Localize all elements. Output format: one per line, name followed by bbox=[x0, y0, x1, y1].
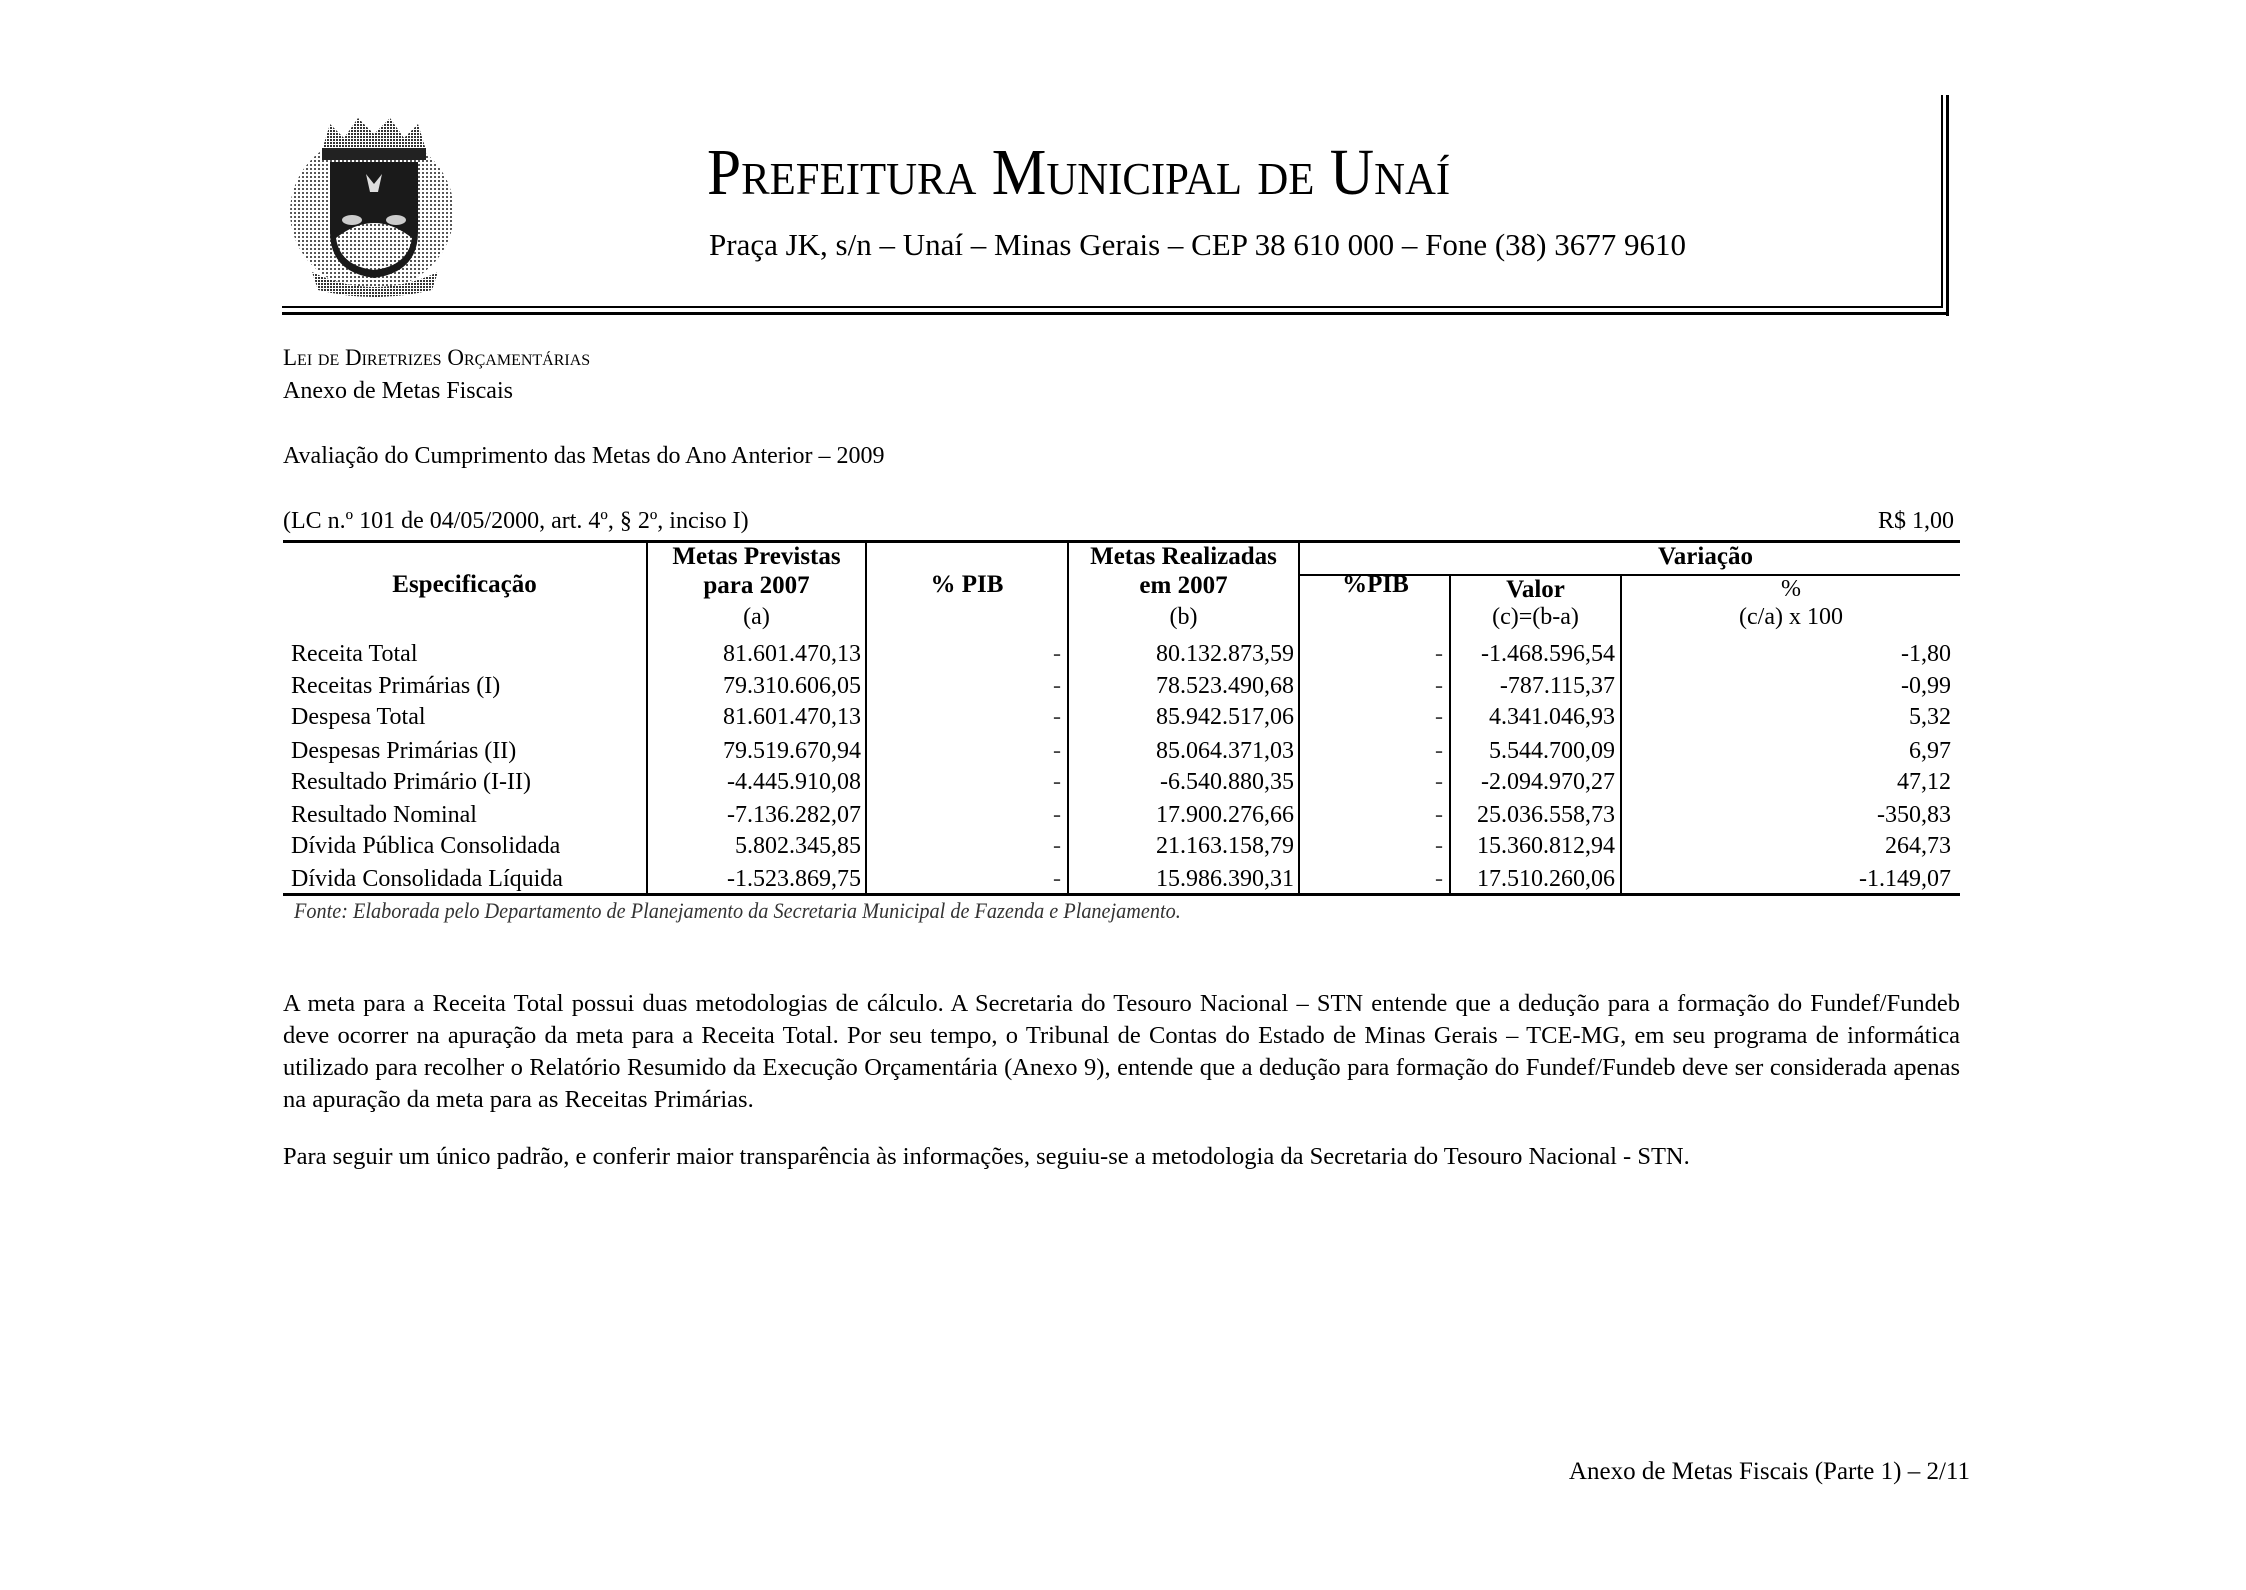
cell-forecast: -1.523.869,75 bbox=[727, 866, 861, 892]
header-value: Valor bbox=[1506, 576, 1565, 603]
header-forecast-line2: para 2007 bbox=[703, 572, 810, 599]
cell-specification: Despesas Primárias (II) bbox=[291, 738, 517, 764]
cell-forecast: -4.445.910,08 bbox=[727, 769, 861, 795]
cell-variation-percent: -350,83 bbox=[1877, 802, 1951, 828]
cell-pib-1: - bbox=[1053, 673, 1061, 699]
header-percent: % bbox=[1781, 576, 1801, 602]
cell-variation-value: 25.036.558,73 bbox=[1477, 802, 1615, 828]
cell-variation-percent: 47,12 bbox=[1897, 769, 1951, 795]
header-forecast-line1: Metas Previstas bbox=[672, 543, 841, 570]
cell-realized: 85.064.371,03 bbox=[1156, 738, 1294, 764]
cell-specification: Dívida Pública Consolidada bbox=[291, 833, 561, 859]
cell-pib-2: - bbox=[1435, 738, 1443, 764]
cell-specification: Receita Total bbox=[291, 641, 418, 667]
letterhead-border-right-shadow bbox=[1946, 95, 1949, 316]
header-specification: Especificação bbox=[392, 571, 537, 598]
evaluation-heading: Avaliação do Cumprimento das Metas do Ano Anterior – 2009 bbox=[283, 443, 885, 469]
header-realized-sub: (b) bbox=[1169, 604, 1198, 630]
cell-specification: Resultado Primário (I-II) bbox=[291, 769, 531, 795]
municipal-coat-of-arms-icon bbox=[282, 112, 468, 298]
cell-pib-1: - bbox=[1053, 738, 1061, 764]
cell-pib-1: - bbox=[1053, 704, 1061, 730]
institution-address: Praça JK, s/n – Unaí – Minas Gerais – CEP 38 610 000 – Fone (38) 3677 9610 bbox=[709, 227, 1686, 262]
header-realized-line2: em 2007 bbox=[1139, 572, 1228, 599]
cell-variation-value: 5.544.700,09 bbox=[1489, 738, 1615, 764]
cell-forecast: 81.601.470,13 bbox=[723, 704, 861, 730]
cell-specification: Resultado Nominal bbox=[291, 802, 477, 828]
cell-variation-value: -787.115,37 bbox=[1499, 673, 1615, 699]
page-footer: Anexo de Metas Fiscais (Parte 1) – 2/11 bbox=[1568, 1458, 1970, 1485]
cell-pib-2: - bbox=[1435, 769, 1443, 795]
header-pib-2: %PIB bbox=[1342, 571, 1409, 598]
legal-reference: (LC n.º 101 de 04/05/2000, art. 4º, § 2º, inciso I) bbox=[283, 508, 749, 534]
institution-title: Prefeitura Municipal de Unaí bbox=[707, 136, 1451, 209]
cell-variation-value: -1.468.596,54 bbox=[1481, 641, 1615, 667]
cell-realized: 78.523.490,68 bbox=[1156, 673, 1294, 699]
cell-variation-percent: 5,32 bbox=[1909, 704, 1951, 730]
cell-forecast: 79.310.606,05 bbox=[723, 673, 861, 699]
cell-pib-2: - bbox=[1435, 673, 1443, 699]
paragraph-methodology: A meta para a Receita Total possui duas metodologias de cálculo. A Secretaria do Tesouro Nacional – STN entende que a dedução para a formação do Fundef/Fundeb deve ocorrer na apuração da meta para a Receita Total. Por seu tempo, o Tribunal de Contas do Estado de Minas Gerais – TCE-MG, em seu programa de informática utilizado para recolher o Relatório Resumido da Execução Orçamentária (Anexo 9), entende que a dedução para formação do Fundef/Fundeb deve ser considerada apenas na apuração da meta para as Receitas Primárias. bbox=[283, 990, 1960, 1113]
cell-pib-1: - bbox=[1053, 866, 1061, 892]
letterhead-border-bottom bbox=[282, 306, 1943, 308]
annex-heading: Anexo de Metas Fiscais bbox=[283, 378, 513, 404]
cell-variation-value: -2.094.970,27 bbox=[1481, 769, 1615, 795]
cell-realized: 85.942.517,06 bbox=[1156, 704, 1294, 730]
cell-pib-2: - bbox=[1435, 704, 1443, 730]
cell-realized: 17.900.276,66 bbox=[1156, 802, 1294, 828]
cell-realized: -6.540.880,35 bbox=[1160, 769, 1294, 795]
cell-pib-1: - bbox=[1053, 641, 1061, 667]
cell-pib-1: - bbox=[1053, 802, 1061, 828]
cell-realized: 80.132.873,59 bbox=[1156, 641, 1294, 667]
header-value-sub: (c)=(b-a) bbox=[1492, 604, 1579, 630]
cell-realized: 15.986.390,31 bbox=[1156, 866, 1294, 892]
cell-pib-2: - bbox=[1435, 802, 1443, 828]
header-pib-1: % PIB bbox=[930, 571, 1004, 598]
table-bottom-rule bbox=[283, 893, 1960, 896]
header-forecast-sub: (a) bbox=[743, 604, 770, 630]
cell-realized: 21.163.158,79 bbox=[1156, 833, 1294, 859]
cell-pib-2: - bbox=[1435, 641, 1443, 667]
header-percent-sub: (c/a) x 100 bbox=[1739, 604, 1843, 630]
cell-variation-percent: 264,73 bbox=[1885, 833, 1951, 859]
cell-pib-2: - bbox=[1435, 833, 1443, 859]
cell-variation-percent: -1.149,07 bbox=[1859, 866, 1951, 892]
law-heading: Lei de Diretrizes Orçamentárias bbox=[283, 345, 591, 370]
letterhead-border-right bbox=[1941, 95, 1943, 308]
fiscal-goals-table bbox=[283, 540, 1960, 896]
cell-forecast: 5.802.345,85 bbox=[735, 833, 861, 859]
cell-specification: Despesa Total bbox=[291, 704, 426, 730]
header-variation: Variação bbox=[1658, 543, 1753, 570]
table-source-note: Fonte: Elaborada pelo Departamento de Planejamento da Secretaria Municipal de Fazenda e Planejamento. bbox=[294, 898, 1181, 923]
cell-pib-1: - bbox=[1053, 833, 1061, 859]
cell-forecast: -7.136.282,07 bbox=[727, 802, 861, 828]
currency-unit: R$ 1,00 bbox=[1877, 508, 1954, 534]
cell-specification: Receitas Primárias (I) bbox=[291, 673, 501, 699]
cell-forecast: 81.601.470,13 bbox=[723, 641, 861, 667]
cell-pib-2: - bbox=[1435, 866, 1443, 892]
cell-specification: Dívida Consolidada Líquida bbox=[291, 866, 563, 892]
header-realized-line1: Metas Realizadas bbox=[1090, 543, 1277, 570]
cell-pib-1: - bbox=[1053, 769, 1061, 795]
cell-variation-value: 15.360.812,94 bbox=[1477, 833, 1615, 859]
cell-variation-percent: 6,97 bbox=[1909, 738, 1951, 764]
cell-variation-value: 4.341.046,93 bbox=[1489, 704, 1615, 730]
cell-variation-value: 17.510.260,06 bbox=[1477, 866, 1615, 892]
cell-forecast: 79.519.670,94 bbox=[723, 738, 861, 764]
cell-variation-percent: -0,99 bbox=[1901, 673, 1951, 699]
letterhead-border-bottom-shadow bbox=[282, 312, 1949, 315]
paragraph-standard: Para seguir um único padrão, e conferir maior transparência às informações, seguiu-se a metodologia da Secretaria do Tesouro Nacional - STN. bbox=[283, 1143, 1690, 1170]
cell-variation-percent: -1,80 bbox=[1901, 641, 1951, 667]
